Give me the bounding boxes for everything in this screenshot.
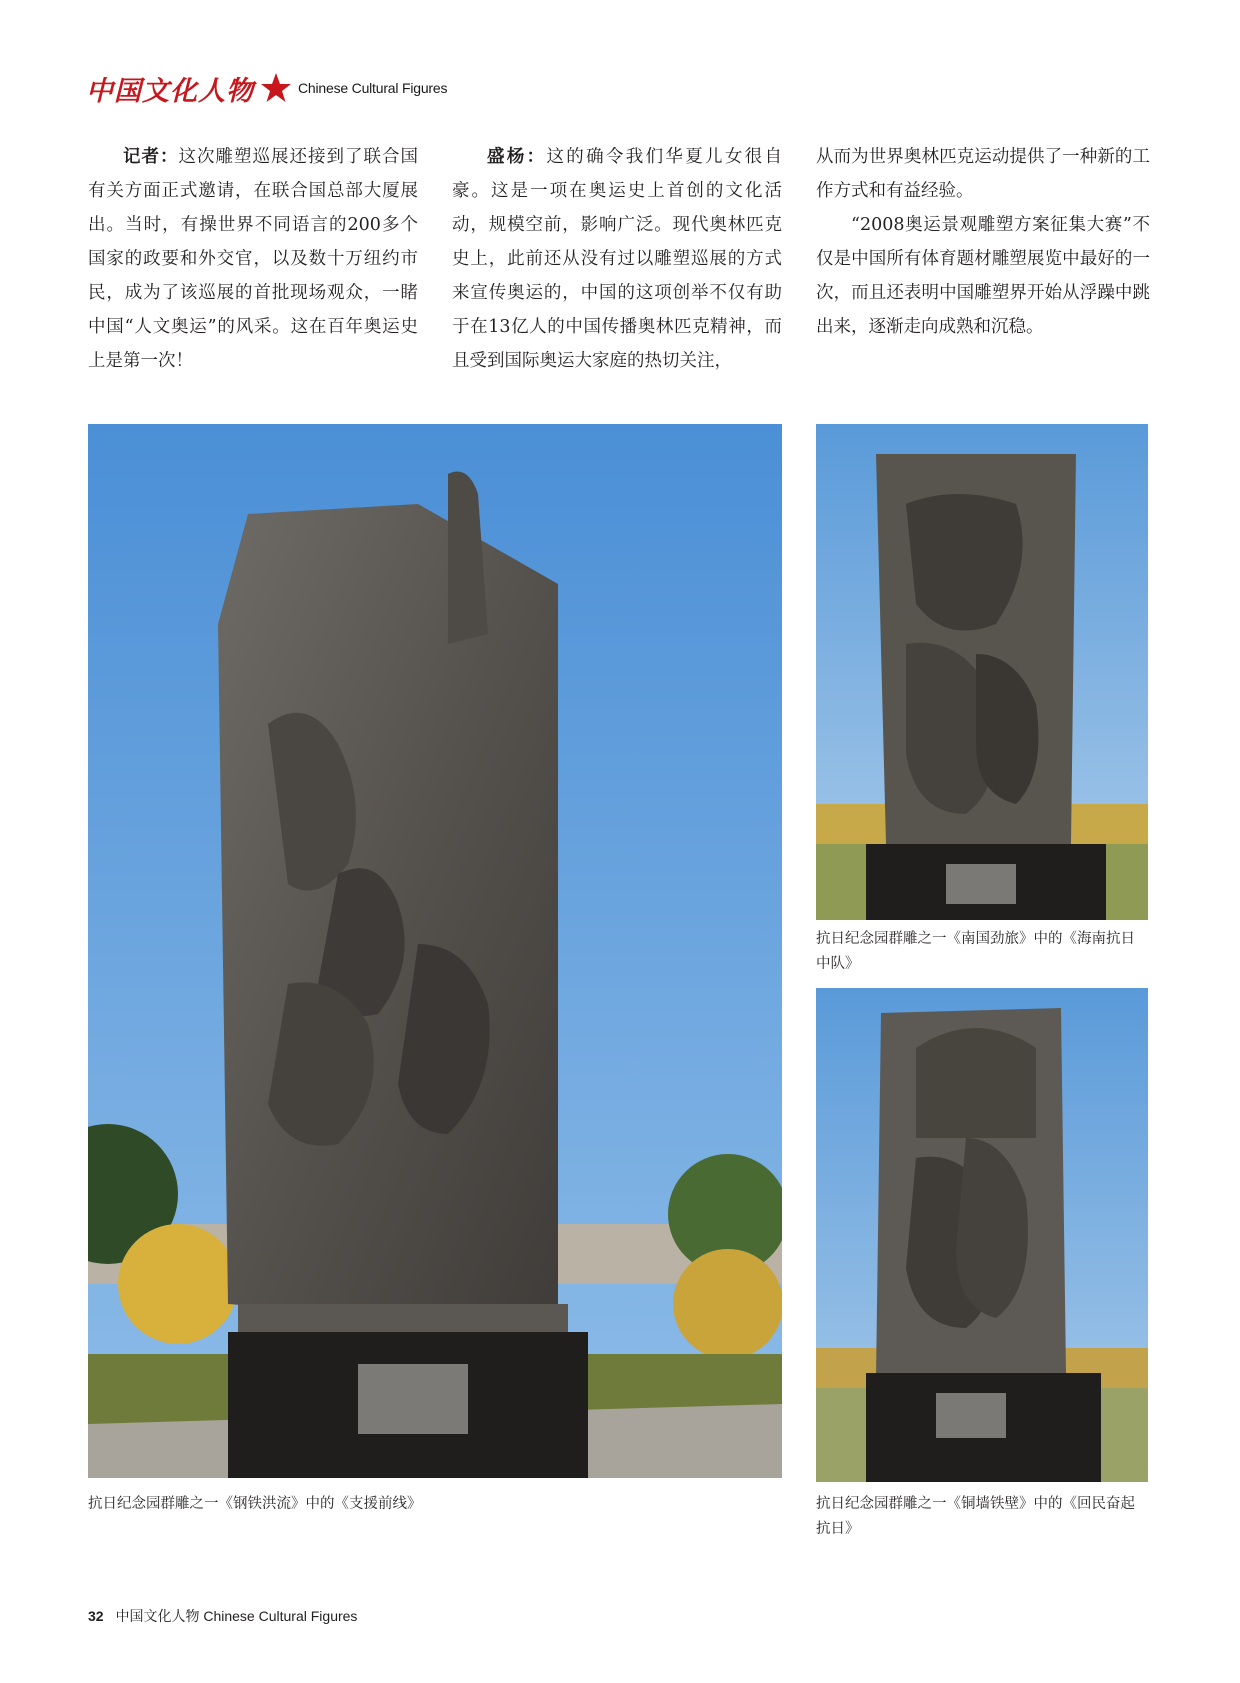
page-header bbox=[86, 68, 447, 108]
magazine-title-en: Chinese Cultural Figures bbox=[298, 80, 448, 96]
paragraph-text: 这次雕塑巡展还接到了联合国有关方面正式邀请，在联合国总部大厦展出。当时，有操世界不同语言的200多个国家的政要和外交官，以及数十万纽约市民，成为了该巡展的首批现场观众，一睹中国“人文奥运”的风采。这在百年奥运史上是第一次！ bbox=[88, 147, 418, 371]
speaker-label: 盛杨： bbox=[487, 147, 547, 167]
photo-caption-hainan: 抗日纪念园群雕之一《南国劲旅》中的《海南抗日中队》 bbox=[816, 931, 1135, 972]
star-icon bbox=[260, 72, 292, 104]
speaker-label: 记者： bbox=[123, 147, 179, 167]
article-column-1 bbox=[88, 140, 418, 378]
article-column-2 bbox=[452, 140, 782, 378]
sculpture-photo-main bbox=[88, 424, 782, 1478]
page-number: 32 bbox=[88, 1608, 104, 1624]
magazine-title-cn: 中国文化人物 bbox=[86, 75, 254, 107]
page-footer bbox=[88, 1606, 357, 1626]
photo-caption-hui: 抗日纪念园群雕之一《铜墙铁壁》中的《回民奋起抗日》 bbox=[816, 1496, 1135, 1537]
paragraph bbox=[452, 140, 782, 378]
paragraph-text: 这的确令我们华夏儿女很自豪。这是一项在奥运史上首创的文化活动，规模空前，影响广泛。现代奥林匹克史上，此前还从没有过以雕塑巡展的方式来宣传奥运的，中国的这项创举不仅有助于在13亿人的中国传播奥林匹克精神，而且受到国际奥运大家庭的热切关注， bbox=[452, 147, 783, 371]
paragraph-continuation: 从而为世界奥林匹克运动提供了一种新的工作方式和有益经验。 bbox=[816, 147, 1150, 201]
sculpture-photo-hainan bbox=[816, 424, 1148, 920]
article-column-3 bbox=[816, 140, 1150, 344]
sculpture-photo-hui bbox=[816, 988, 1148, 1482]
paragraph bbox=[88, 140, 418, 378]
photo-caption-main: 抗日纪念园群雕之一《钢铁洪流》中的《支援前线》 bbox=[88, 1496, 422, 1512]
footer-publication: 中国文化人物 Chinese Cultural Figures bbox=[115, 1608, 358, 1624]
paragraph: “2008奥运景观雕塑方案征集大赛”不仅是中国所有体育题材雕塑展览中最好的一次，而且还表明中国雕塑界开始从浮躁中跳出来，逐渐走向成熟和沉稳。 bbox=[816, 215, 1150, 337]
